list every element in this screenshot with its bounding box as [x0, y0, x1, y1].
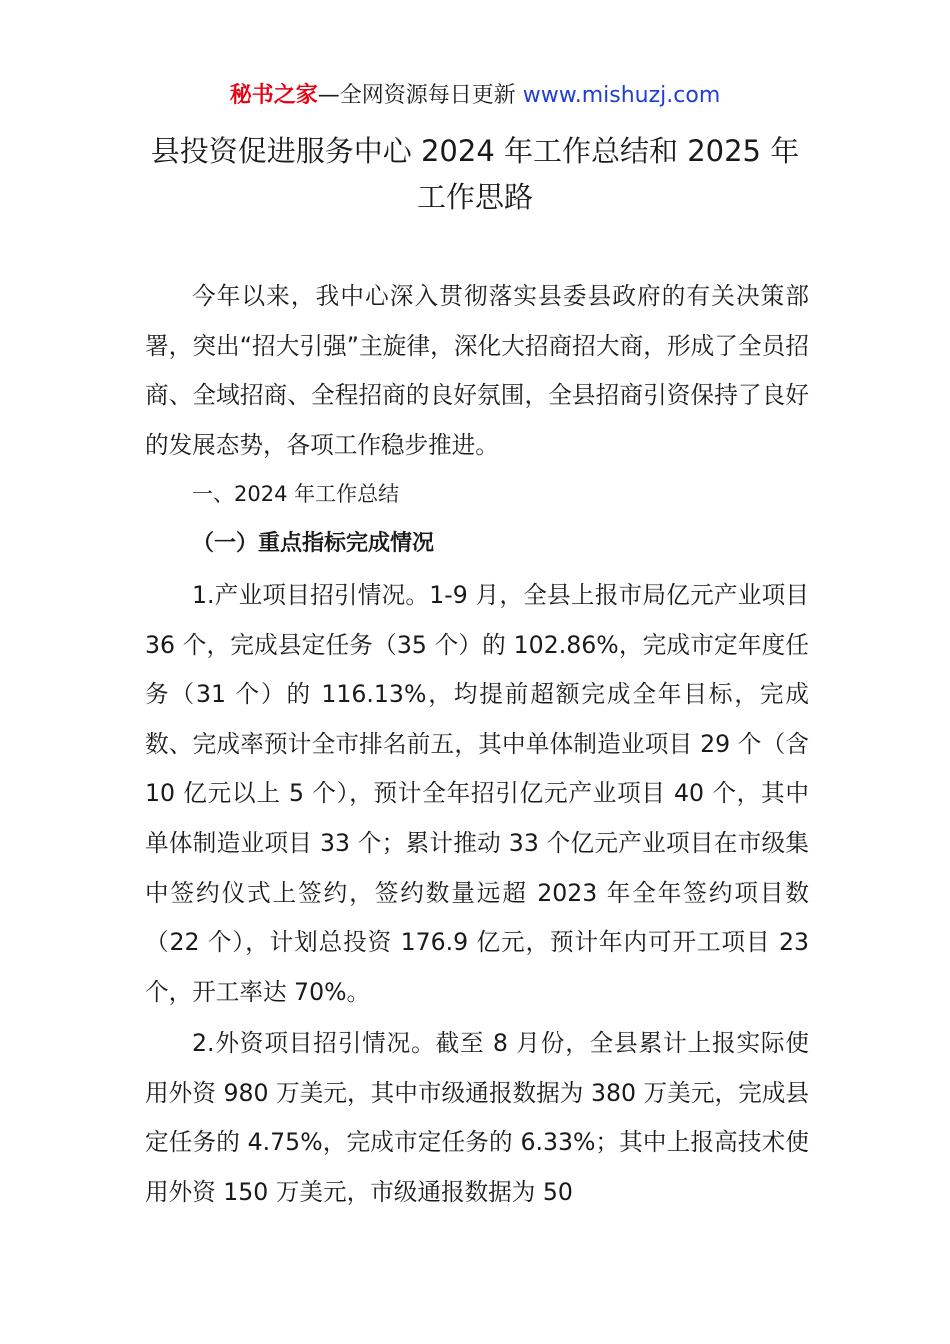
item-paragraph-1: 1.产业项目招引情况。1-9 月，全县上报市局亿元产业项目 36 个，完成县定任务（35 个）的 102.86%，完成市定年度任务（31 个）的 116.13%，均提前超额完成全年目标，完成数、完成率预计全市排名前五，其中单体制造业项目 29 个（含 10 亿元以上 5 个），预计全年招引亿元产业项目 40 个，其中单体制造业项目 33 个；累计推动 33 个亿元产业项目在市级集中签约仪式上签约，签约数量远超 2023 年全年签约项目数（22 个），计划总投资 176.9 亿元，预计年内可开工项目 23 个，开工率达 70%。 [145, 581, 809, 1006]
site-tagline: —全网资源每日更新 [317, 83, 516, 108]
site-brand: 秘书之家 [229, 83, 318, 108]
subsection-heading: （一）重点指标完成情况 [192, 531, 435, 556]
item-paragraph-2: 2.外资项目招引情况。截至 8 月份，全县累计上报实际使用外资 980 万美元，其中市级通报数据为 380 万美元，完成县定任务的 4.75%，完成市定任务的 6.33%；其中上报高技术使用外资 150 万美元，市级通报数据为 50 [145, 1029, 809, 1206]
site-header [0, 80, 950, 112]
section-heading: 一、2024 年工作总结 [192, 482, 400, 506]
document-title: 县投资促进服务中心 2024 年工作总结和 2025 年工作思路 [150, 134, 800, 214]
site-url-link[interactable]: www.mishuzj.com [522, 83, 721, 108]
intro-paragraph: 今年以来，我中心深入贯彻落实县委县政府的有关决策部署，突出“招大引强”主旋律，深化大招商招大商，形成了全员招商、全域招商、全程招商的良好氛围，全县招商引资保持了良好的发展态势，各项工作稳步推进。 [145, 282, 809, 459]
